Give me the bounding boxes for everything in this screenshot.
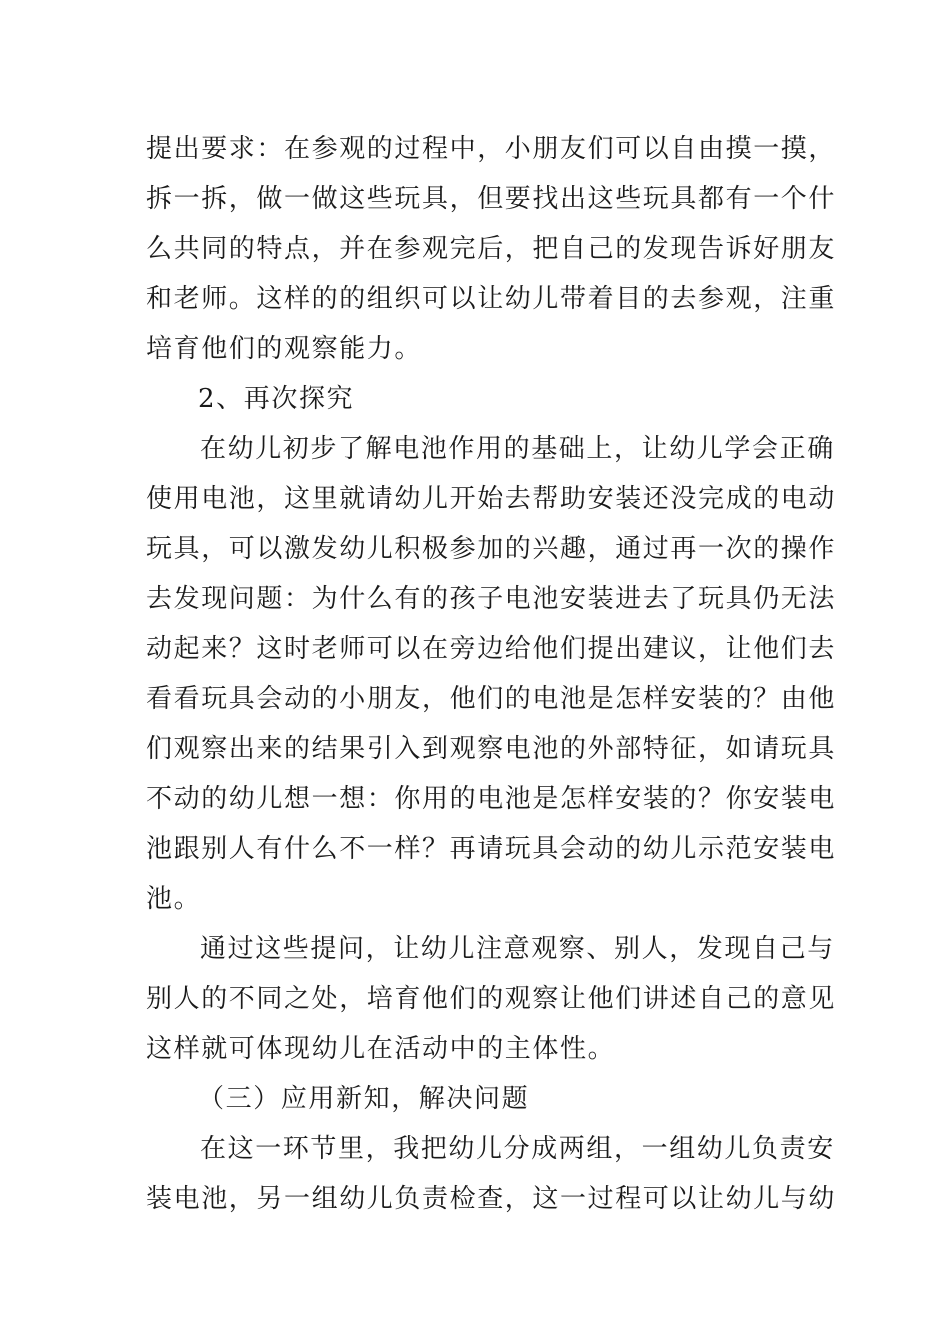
text-line: 通过这些提问，让幼儿注意观察、别人，发现自己与 bbox=[200, 934, 835, 964]
text-line: 别人的不同之处，培育他们的观察让他们讲述自己的意见 bbox=[146, 984, 837, 1014]
text-line: 们观察出来的结果引入到观察电池的外部特征，如请玩具 bbox=[146, 734, 837, 764]
section-heading: （三）应用新知，解决问题 bbox=[198, 1084, 530, 1114]
text-line: 去发现问题：为什么有的孩子电池安装进去了玩具仍无法 bbox=[146, 584, 837, 614]
text-line: 拆一拆，做一做这些玩具，但要找出这些玩具都有一个什 bbox=[146, 184, 837, 214]
text-line: 和老师。这样的的组织可以让幼儿带着目的去参观，注重 bbox=[146, 284, 837, 314]
text-line: 提出要求：在参观的过程中，小朋友们可以自由摸一摸， bbox=[146, 134, 837, 164]
text-line: 池。 bbox=[146, 884, 202, 914]
section-heading: 2、再次探究 bbox=[198, 384, 355, 414]
text-line: 不动的幼儿想一想：你用的电池是怎样安装的？你安装电 bbox=[146, 784, 837, 814]
text-line: 在这一环节里，我把幼儿分成两组，一组幼儿负责安 bbox=[200, 1134, 835, 1164]
text-line: 么共同的特点，并在参观完后，把自己的发现告诉好朋友 bbox=[146, 234, 837, 264]
text-line: 玩具，可以激发幼儿积极参加的兴趣，通过再一次的操作 bbox=[146, 534, 837, 564]
text-line: 在幼儿初步了解电池作用的基础上，让幼儿学会正确 bbox=[200, 434, 835, 464]
text-line: 培育他们的观察能力。 bbox=[146, 334, 423, 364]
text-line: 这样就可体现幼儿在活动中的主体性。 bbox=[146, 1034, 616, 1064]
text-line: 动起来？这时老师可以在旁边给他们提出建议，让他们去 bbox=[146, 634, 837, 664]
text-line: 看看玩具会动的小朋友，他们的电池是怎样安装的？由他 bbox=[146, 684, 837, 714]
text-line: 池跟别人有什么不一样？再请玩具会动的幼儿示范安装电 bbox=[146, 834, 837, 864]
text-line: 使用电池，这里就请幼儿开始去帮助安装还没完成的电动 bbox=[146, 484, 837, 514]
text-line: 装电池，另一组幼儿负责检查，这一过程可以让幼儿与幼 bbox=[146, 1184, 837, 1214]
